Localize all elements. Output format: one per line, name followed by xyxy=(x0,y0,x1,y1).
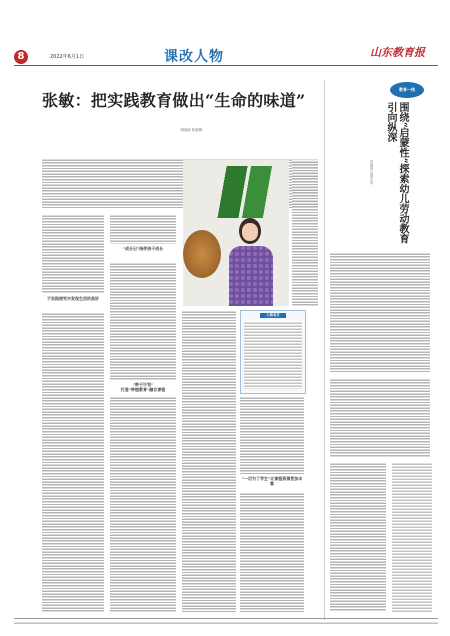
col3-text xyxy=(182,310,236,612)
footer-rule xyxy=(14,618,438,619)
profile-card xyxy=(240,310,306,394)
footer-text xyxy=(14,621,438,625)
sidebar-text-3 xyxy=(330,462,386,612)
profile-card-label: 人物名片 xyxy=(260,313,286,318)
header-rule xyxy=(14,65,438,66)
main-headline: 张敏：把实践教育做出“生命的味道” xyxy=(42,91,306,110)
section-name: 课改人物 xyxy=(164,49,224,65)
col4-text-bottom xyxy=(240,492,304,612)
subhead-4: “一切为了学生”让课程资源更加丰富 xyxy=(241,476,303,486)
page-number-badge: 8 xyxy=(14,50,28,64)
issue-date: 2022年6月1日 xyxy=(50,54,85,60)
sidebar-text-1 xyxy=(330,252,430,372)
sidebar-tag: 教育一线 xyxy=(390,82,424,98)
editorial-box xyxy=(392,462,432,612)
portrait-photo xyxy=(183,160,289,306)
col4-text xyxy=(240,396,304,474)
header-bar xyxy=(14,46,438,65)
left-column-bottom xyxy=(42,312,104,612)
sidebar-divider xyxy=(324,80,325,620)
subhead-3: “种子计划” 打造“种植教育”融合课程 xyxy=(120,382,166,392)
masthead-logo: 山东教育报 xyxy=(370,46,425,59)
portrait-plate xyxy=(183,230,221,278)
sidebar-title: 围绕“启蒙性”探索幼儿劳动教育引向纵深 xyxy=(385,102,408,244)
byline: 刘晓丽 张晓梅 xyxy=(180,128,203,132)
bamboo-decoration xyxy=(211,166,289,218)
col2-mid xyxy=(110,262,176,380)
portrait-person xyxy=(225,216,275,306)
subhead-1: 于实践探究中发现生活的美好 xyxy=(47,296,99,301)
col2-top xyxy=(110,214,176,244)
sidebar-text-2 xyxy=(330,378,430,458)
subhead-2: “成长记”陪伴孩子成长 xyxy=(122,246,164,251)
left-column-top xyxy=(42,214,104,294)
col5-text xyxy=(292,160,318,306)
sidebar-author: 济南市公园小学 xyxy=(370,160,374,185)
col2-bottom xyxy=(110,396,176,612)
